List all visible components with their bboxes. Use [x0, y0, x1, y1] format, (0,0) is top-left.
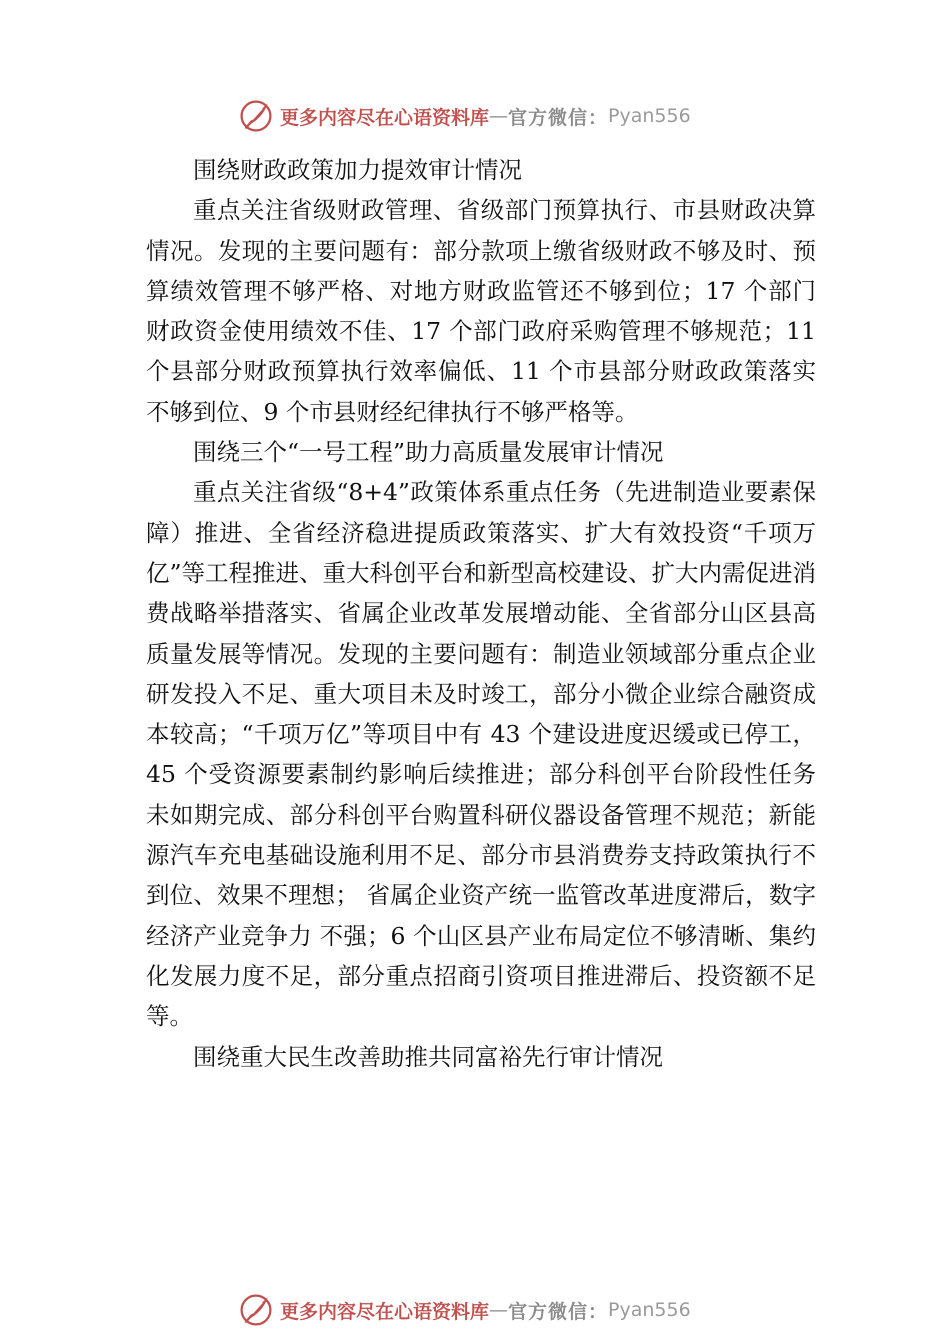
section-heading-livelihood: 围绕重大民生改善助推共同富裕先行审计情况: [193, 1042, 663, 1071]
separator-dash: —: [489, 1299, 509, 1321]
wechat-id: Pyan556: [608, 105, 691, 127]
quill-logo-icon: [238, 98, 274, 134]
section-heading-fiscal: 围绕财政政策加力提效审计情况: [193, 156, 522, 184]
document-body: [146, 150, 816, 1077]
library-name: 更多内容尽在心语资料库: [280, 1300, 490, 1323]
header-watermark: [238, 96, 758, 136]
library-name: 更多内容尽在心语资料库: [280, 106, 490, 129]
quill-logo-icon: [238, 1292, 274, 1328]
wechat-label: 官方微信：: [508, 1300, 609, 1323]
footer-watermark: [238, 1290, 758, 1330]
section-heading-projects: 围绕三个“一号工程”助力高质量发展审计情况: [193, 438, 664, 467]
body-paragraph-projects: 重点关注省级“8+4”政策体系重点任务（先进制造业要素保障）推进、全省经济稳进提质政策落实、扩大有效投资“千项万亿”等工程推进、重大科创平台和新型高校建设、扩大内需促进消费战略举措落实、省属企业改革发展增动能、全省部分山区县高质量发展等情况。发现的主要问题有：制造业领域部分重点企业研发投入不足、重大项目未及时竣工，部分小微企业综合融资成本较高；“千项万亿”等项目中有 43 个建设进度迟缓或已停工，45 个受资源要素制约影响后续推进；部分科创平台阶段性任务未如期完成、部分科创平台购置科研仪器设备管理不规范；新能源汽车充电基础设施利用不足、部分市县消费券支持政策执行不到位、效果不理想； 省属企业资产统一监管改革进度滞后，数字经济产业竞争力 不强；6 个山区县产业布局定位不够清晰、集约化发展力度不足，部分重点招商引资项目推进滞后、投资额不足等。: [146, 478, 817, 1031]
body-paragraph-fiscal: 重点关注省级财政管理、省级部门预算执行、市县财政决算情况。发现的主要问题有：部分款项上缴省级财政不够及时、预算绩效管理不够严格、对地方财政监管还不够到位；17 个部门财政资金使用绩效不佳、17 个部门政府采购管理不够规范；11 个县部分财政预算执行效率偏低、11 个市县部分财政政策落实不够到位、9 个市县财经纪律执行不够严格等。: [146, 196, 816, 426]
separator-dash: —: [489, 105, 509, 127]
wechat-id: Pyan556: [608, 1299, 691, 1321]
wechat-label: 官方微信：: [508, 106, 609, 129]
